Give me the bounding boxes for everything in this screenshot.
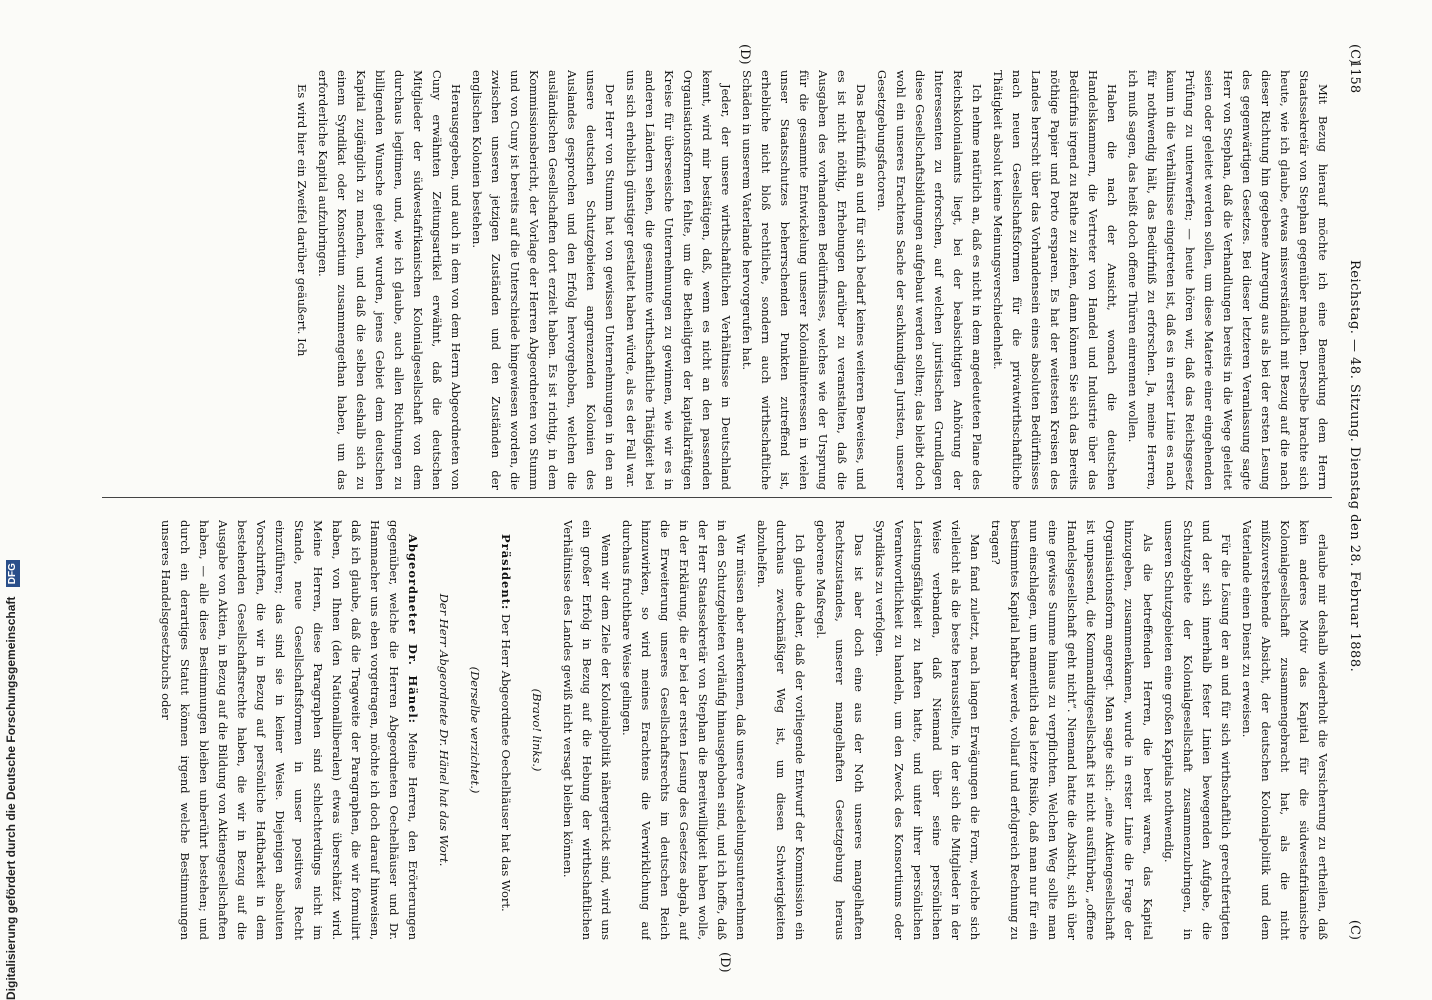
speaker-label: Abgeordneter Dr. Hänel: bbox=[406, 534, 420, 725]
credit-text: Digitalisierung gefördert durch die Deutsche Forschungsgemeinschaft bbox=[4, 596, 18, 1000]
paragraph: Das Bedürfniß an und für sich bedarf keines weiteren Beweises, und es ist nicht nöthig, Erhebungen darüber zu veranstalten, daß die Ausgaben des vorhandenen Bedürfnisses, welches wie der Ursprung für die gesammte Entwickelung unserer Kolonialinteressen in vielen unser Staatsschutzes beherrschenden Punkten zutreffend ist, erhebliche nicht bloß rechtliche, sondern auch wirthschaftliche Schäden in unserem Vaterlande hervorgerufen hat. bbox=[740, 70, 868, 490]
paragraph: Herausgegeben, und auch in dem von dem Herrn Abgeordneten von Cuny erwähnten Zeitungsartikel erwähnt, daß die deutschen Mitglieder der südwestafrikanischen Kolonialgesellschaft von dem durchaus legitimen, und, wie ich glaube, auch allen Richtungen zu billigenden Wunsche geleitet wurden, jenes Gebiet dem deutschen Kapital zugänglich zu machen, und daß die selben deshalb sich zu einem Syndikat oder Konsortium zusammengethan haben, um das erforderliche Kapital aufzubringen. bbox=[316, 70, 463, 490]
column-divider bbox=[102, 497, 1332, 498]
right-margin-marker-d: (D) bbox=[717, 952, 732, 973]
right-column bbox=[100, 520, 1332, 940]
paragraph: Haben die nach der Ansicht, wonach die deutschen Handelskammern, die Vertreter von Handel und Industrie über das Bedürfnis irgend zu Rathe zu ziehen, dann können Sie sich das Bereits nöthige Papier und Porto ersparen. Es hat der weitesten Kreisen des Landes herrscht über das Vorhandensein eines absoluten Bedürfnisses nach neuen Gesellschaftsformen für die privatwirthschaftliche Thätigkeit absolut keine Meinungsverschiedenheit. bbox=[991, 70, 1119, 490]
page-number: 1158 bbox=[1347, 60, 1362, 94]
paragraph: Mit Bezug hierauf möchte ich eine Bemerkung dem Herrn Staatssekretär von Stephan gegenüber machen. Derselbe brachte sich heute, wie ich glaube, etwas missverständlich mit Bezug auf die nach dieser Richtung hin gegebene Anregung aus als bei der ersten Lesung des gegenwärtigen Gesetzes. Bei dieser letzteren Veranlassung sagte Herr von Stephan, daß die Verhandlungen bereits in die Wege geleitet seien oder geleitet werden sollen, um diese Materie einer eingehenden Prüfung zu unterwerfen; — heute hören wir, daß das Reichsgesetz kaum in die Verhältnisse eingetreten ist, daß es in erster Linie es nach für nothwendig hält, das Bedürfniß zu erforschen. Ja, meine Herren, ich muß sagen, das heißt doch offene Thüren einrennen wollen. bbox=[1126, 70, 1330, 490]
header-marker: (C) bbox=[1347, 919, 1362, 940]
left-column bbox=[100, 70, 1332, 490]
speaker-text: Der Herr Abgeordnete Oechelhäuser hat das Wort. bbox=[499, 613, 513, 912]
paragraph: Als die betreffenden Herren, die bereit waren, das Kapital hinzugeben, zusammenkamen, wurde in erster Linie die Frage der Organisationsform angeregt. Man sagte sich: „eine Aktiengesellschaft ist unpassend, die Kommanditgesellschaft ist nicht ausführbar, „offene Handelsgesellschaft geht nicht“. Niemand hatte die Absicht, sich über eine gewisse Summe hinaus zu verpflichten. Welchen Weg sollte man nun einschlagen, um namentlich das letzte Risiko, daß man nur für ein bestimmtes Kapital haftbar werde, vollauf und erfolgreich Rechnung zu tragen? bbox=[989, 520, 1155, 940]
announcement: Der Herr Abgeordnete Dr. Hänel hat das Wort. bbox=[437, 593, 451, 867]
haenel-speech bbox=[156, 520, 422, 940]
running-title: Reichstag. — 48. Sitzung. Dienstag den 28. Februar 1888. bbox=[1347, 260, 1362, 673]
paragraph: Jeder, der unsere wirthschaftlichen Verhältnisse in Deutschland kennt, wird mir bestätigen, daß, wenn es nicht an den passenden Organisationsformen fehlte, um die Betheiligten der kapitalkräftigen Kreise für überseeische Unternehmungen zu gewinnen, wie wir es in anderen Ländern sehen, die gesammte wirthschaftliche Thätigkeit bei uns sich erheblich günstiger gestaltet haben würde, als es der Fall war. bbox=[624, 70, 733, 490]
paragraph: Der Herr von Stumm hat von gewissen Unternehmungen in den an unsere deutschen Schutzgebieten angrenzenden Kolonien des Auslandes gesprochen und den Erfolg hervorgehoben, welchen die ausländischen Gesellschaften dort erzielt haben. Es ist richtig, in dem Kommissionsbericht, der Vorlage der Herren Abgeordneten von Stumm und von Cuny ist bereits auf die Unterschiede hingewiesen worden, die zwischen unseren jetzigen Zuständen und den Zuständen der englischen Kolonien bestehen. bbox=[470, 70, 617, 490]
paragraph: Man fand zuletzt, nach langen Erwägungen die Form, welche sich vielleicht als die beste herausstellte, in der sich die Mitglieder in der Weise verbanden, daß Niemand über seine persönlichen Leistungsfähigkeit zu haften hatte, und unter ihrer persönlichen Verantwortlichkeit zu handeln, um den Zweck des Konsortiums oder Syndikats zu verfolgen. bbox=[873, 520, 982, 940]
paragraph: erlaube mir deshalb wiederholt die Versicherung zu ertheilen, daß kein anderes Motiv das Kapital für die südwestafrikanische Kolonialgesellschaft zusammengebracht hat, als die nicht mißzuverstehende Absicht, der deutschen Kolonialpolitik und dem Vaterlande einen Dienst zu erweisen. bbox=[1240, 520, 1330, 940]
speaker-label: Präsident: bbox=[499, 534, 513, 611]
page-header bbox=[1338, 60, 1362, 940]
dfg-logo: DFG bbox=[6, 560, 20, 587]
paragraph: Wir müssen aber anerkennen, daß unsere Ansiedelungsunternehmen in den Schutzgebieten vorläufig hinausgehoben sind, und ich hoffe, daß der Herr Staatssekretär von Stephan die Bereitwilligkeit haben wolle, in der Erklärung, die er bei der ersten Lesung des Gesetzes abgab, auf die Erweiterung unseres Gesellschaftsrechts im deutschen Reich hinzuwirken, so wird meines Erachtens die Verwirklichung auf durchaus fruchtbare Weise gelingen. bbox=[620, 520, 748, 940]
speaker-text: Meine Herren, den Erörterungen gegenüber, welche die Herren Abgeordneten Oechelhäuser und Dr. Hammacher uns eben vorgetragen, möchte ich doch darauf hinweisen, daß ich glaube, daß die Tragweite der Paragraphen, die wir formulirt haben, von Ihnen (den Nationalliberalen) etwas überschätzt wird. Meine Herren, diese Paragraphen sind schlechterdings nicht im Stande, neue Gesellschaftsformen in unser positives Recht einzuführen; das sind sie in keiner Weise. Diejenigen absoluten Vorschriften, die wir in Bezug auf persönliche Haftbarkeit in dem bestehenden Gesellschaftsrechte haben, die wir in Bezug auf die Ausgabe von Aktien, in Bezug auf die Bildung von Aktiengesellschaften haben, — alle diese Bestimmungen bleiben unberührt bestehen; und durch ein derartiges Statut können irgend welche Bestimmungen unseres Handelsgesetzbuchs oder bbox=[159, 520, 420, 940]
paragraph: Für die Lösung der an und für sich wirthschaftlich gerechtfertigten und der sich innerhalb fester Linien bewegenden Aufgabe, die Schutzgebiete der Kolonialgesellschaft zusammenzubringen, in unseren Schutzgebieten eine großen Kapitals nothwendig. bbox=[1162, 520, 1233, 940]
paragraph: Ich nehme natürlich an, daß es nicht in dem angedeuteten Plane des Reichskolonialamts liegt, bei der beabsichtigten Anhörung der Interessenten zu erforschen, auf welchen juristischen Grundlagen diese Gesellschaftsbildungen aufgebaut werden sollten; das bleibt doch wohl ein unseres Erachtens Sache der sachkundigen Juristen, unserer Gesetzgebungsfactoren. bbox=[875, 70, 984, 490]
left-margin-marker-c: (C) bbox=[1347, 44, 1362, 65]
paragraph: Es wird hier ein Zweifel darüber geäußert. Ich bbox=[295, 84, 309, 357]
digitization-credit bbox=[0, 560, 22, 1000]
interjection: (Derselbe verzichtet.) bbox=[468, 666, 482, 794]
president-statement bbox=[496, 520, 515, 940]
left-margin-marker-d: (D) bbox=[737, 44, 752, 65]
paragraph: Ich glaube daher, daß der vorliegende Entwurf der Kommission ein durchaus zweckmäßiger Weg ist, um diesen Schwierigkeiten abzuhelfen. bbox=[755, 520, 807, 940]
paragraph: Wenn wir dem Ziele der Kolonialpolitik nähergerückt sind, wird uns ein großer Erfolg in Bezug auf die Hebung der wirthschaftlichen Verhältnisse des Landes gewiß nicht versagt bleiben können. bbox=[561, 520, 613, 940]
interjection: (Bravo! links.) bbox=[530, 688, 544, 772]
paragraph: Das ist aber doch eine aus der Noth unseres mangelhaften Rechtszustandes, unserer mangelhaften Gesetzgebung heraus geborene Maßregel. bbox=[814, 520, 866, 940]
